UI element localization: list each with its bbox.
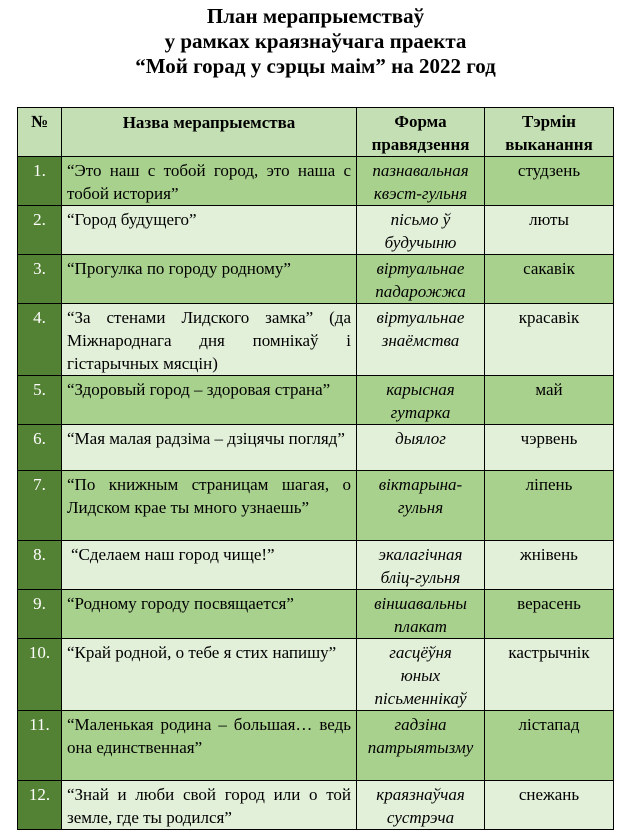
table-row <box>18 541 614 590</box>
event-form: краязнаўчая сустрэча <box>357 781 485 830</box>
event-name <box>62 541 357 590</box>
table-row <box>18 255 614 304</box>
event-name: “Родному городу посвящается” <box>62 590 357 639</box>
event-term: ліпень <box>485 471 614 541</box>
title-line-2: у рамках краязнаўчага праекта <box>164 29 467 53</box>
event-name: “Край родной, о тебе я стих напишу” <box>62 639 357 711</box>
event-name: “Это наш с тобой город, это наша с тобой история” <box>62 157 357 206</box>
row-number: 8. <box>18 541 62 590</box>
row-number: 12. <box>18 781 62 830</box>
event-name: “Здоровый город – здоровая страна” <box>62 376 357 425</box>
document-title <box>0 4 631 79</box>
event-term: студзень <box>485 157 614 206</box>
event-term: май <box>485 376 614 425</box>
row-number: 5. <box>18 376 62 425</box>
event-form: віншавальны плакат <box>357 590 485 639</box>
event-form: дыялог <box>357 425 485 471</box>
row-number: 1. <box>18 157 62 206</box>
table-row <box>18 711 614 781</box>
header-term: Тэрмін выканання <box>485 108 614 157</box>
row-number: 4. <box>18 304 62 376</box>
event-term: лістапад <box>485 711 614 781</box>
event-name: “Прогулка по городу родному” <box>62 255 357 304</box>
title-line-1: План мерапрыемстваў <box>206 4 425 28</box>
header-number: № <box>18 108 62 157</box>
row-number: 2. <box>18 206 62 255</box>
event-name: “За стенами Лидского замка” (да Міжнароднага дня помнікаў і гістарычных мясцін) <box>62 304 357 376</box>
event-term: жнівень <box>485 541 614 590</box>
event-form: гасцёўня юных пісьменнікаў <box>357 639 485 711</box>
events-table <box>17 107 614 830</box>
header-event-name: Назва мерапрыемства <box>62 108 357 157</box>
event-form: пісьмо ў будучыню <box>357 206 485 255</box>
table-row <box>18 157 614 206</box>
row-number: 3. <box>18 255 62 304</box>
event-form: пазнавальная квэст-гульня <box>357 157 485 206</box>
event-term: кастрычнік <box>485 639 614 711</box>
event-term: сакавік <box>485 255 614 304</box>
title-line-3: “Мой горад у сэрцы маім” на 2022 год <box>135 54 496 78</box>
event-term: снежань <box>485 781 614 830</box>
table-row <box>18 376 614 425</box>
row-number: 11. <box>18 711 62 781</box>
row-number: 7. <box>18 471 62 541</box>
table-row <box>18 781 614 830</box>
table-header-row <box>18 108 614 157</box>
row-number: 10. <box>18 639 62 711</box>
event-term: люты <box>485 206 614 255</box>
event-form: віртуальнае знаёмства <box>357 304 485 376</box>
event-form: віртуальнае падарожжа <box>357 255 485 304</box>
row-number: 6. <box>18 425 62 471</box>
event-name: “Город будущего” <box>62 206 357 255</box>
table-row <box>18 206 614 255</box>
row-number: 9. <box>18 590 62 639</box>
table-row <box>18 590 614 639</box>
event-name: “По книжным страницам шагая, о Лидском крае ты много узнаешь” <box>62 471 357 541</box>
table-row <box>18 304 614 376</box>
event-form: карысная гутарка <box>357 376 485 425</box>
event-name-text: “Сделаем наш город чище!” <box>71 545 275 564</box>
header-form: Форма правядзення <box>357 108 485 157</box>
event-name: “Маленькая родина – большая… ведь она единственная” <box>62 711 357 781</box>
event-form: віктарына- гульня <box>357 471 485 541</box>
event-name: “Знай и люби свой город или о той земле, где ты родился” <box>62 781 357 830</box>
table-row <box>18 471 614 541</box>
event-form: экалагічная бліц-гульня <box>357 541 485 590</box>
event-name: “Мая малая радзіма – дзіцячы погляд” <box>62 425 357 471</box>
event-form: гадзіна патрыятызму <box>357 711 485 781</box>
event-term: верасень <box>485 590 614 639</box>
event-term: чэрвень <box>485 425 614 471</box>
table-row <box>18 639 614 711</box>
event-term: красавік <box>485 304 614 376</box>
table-row <box>18 425 614 471</box>
